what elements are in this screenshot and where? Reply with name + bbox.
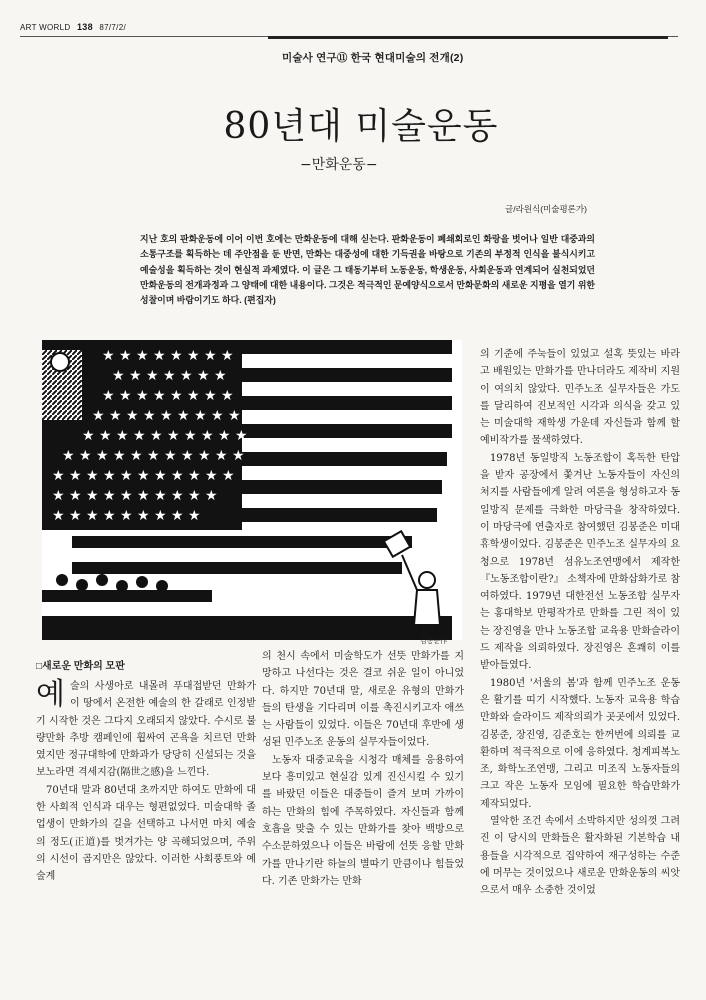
paragraph: 예술의 사생아로 내몰려 푸대접받던 만화가 이 땅에서 온전한 예술의 한 갈래로 인정받기 시작한 것은 그다지 오래되지 않았다. 수시로 불량만화 추방 캠페인에 휩싸여 곤욕을 치르던 만화였지만 정규대학에 만화과가 당당히 신설되는 것을 보노라면 격세지감(隔世之感)을 느낀다.	[36, 677, 256, 779]
paragraph: 1978년 동일방직 노동조합이 혹독한 탄압을 받자 공장에서 쫓겨난 노동자들이 자신의 처지를 사람들에게 알려 여론을 형성하고자 동일방직 문제를 극화한 마당극을 창작하였다. 이 마당극에 연출자로 참여했던 김봉준은 미대 휴학생이었다. 김봉준은 민주노조 실무자의 요청으로 1978년 섬유노조연맹에서 제작한 『노동조합이란?』 소책자에 만화삽화가로 참여하였다. 1979년 대한전선 노동조합 실무자는 홍대학보 만평작가로 만화를 그린 적이 있는 장진영을 만나 노동조합 교육용 만화슬라이드 제작을 의뢰하였다. 장진영은 흔쾌히 이를 받아들였다.	[480, 452, 680, 672]
svg-text:★ ★ ★ ★ ★ ★ ★ ★ ★ ★: ★ ★ ★ ★ ★ ★ ★ ★ ★ ★	[52, 488, 218, 504]
body-column-2	[262, 648, 464, 890]
body-column-1	[36, 678, 256, 886]
issue-code: 87/7/2/	[99, 23, 126, 32]
svg-text:★ ★ ★ ★ ★ ★ ★ ★ ★ ★ ★: ★ ★ ★ ★ ★ ★ ★ ★ ★ ★ ★	[62, 448, 245, 464]
svg-text:★ ★ ★ ★ ★ ★ ★ ★: ★ ★ ★ ★ ★ ★ ★ ★	[102, 388, 234, 404]
flag-woodcut-illustration	[42, 340, 462, 640]
paragraph: 열악한 조건 속에서 소박하지만 성의껏 그려진 이 당시의 만화들은 활자화된 기본학습 내용들을 시각적으로 집약하여 재구성하는 수준에 머무는 것이었으나 새로운 만화운동의 씨앗으로서 매우 소중한 것이었	[480, 816, 680, 897]
running-header	[20, 22, 126, 32]
paragraph: 노동자 대중교육을 시청각 매체를 응용하여 보다 흥미있고 현실감 있게 진신시킬 수 있기를 바랐던 이들은 대중들이 즐겨 보며 가까이 하는 만화의 힘에 주목하였다. 자신들과 함께 호흡을 맞출 수 있는 만화가를 찾아 백방으로 수소문하였으나 이들은 바람에 선뜻 응할 만화가를 만나기란 하늘의 별따기 만큼이나 힘들었다. 기존 만화가는 만화	[262, 754, 464, 887]
svg-text:★ ★ ★ ★ ★ ★ ★ ★ ★ ★: ★ ★ ★ ★ ★ ★ ★ ★ ★ ★	[82, 428, 248, 444]
paragraph: 70년대 말과 80년대 초까지만 하여도 만화에 대한 사회적 인식과 대우는 형편없었다. 미술대학 졸업생이 만화가의 길을 선택하고 나서면 마치 예술의 정도(正道)를 벗겨가는 양 곡해되었으며, 주위의 시선이 곱지만은 않았다. 이러한 사회풍토와 예술계	[36, 784, 256, 883]
svg-text:★ ★ ★ ★ ★ ★ ★: ★ ★ ★ ★ ★ ★ ★	[112, 368, 227, 384]
byline: 글/라원식(미술평론가)	[505, 204, 587, 214]
svg-text:★ ★ ★ ★ ★ ★ ★ ★: ★ ★ ★ ★ ★ ★ ★ ★	[102, 348, 234, 364]
drop-cap: 예	[36, 677, 65, 712]
series-bar	[268, 36, 668, 39]
section-heading: □새로운 만화의 모판	[36, 661, 125, 672]
svg-text:★ ★ ★ ★ ★ ★ ★ ★ ★: ★ ★ ★ ★ ★ ★ ★ ★ ★	[92, 408, 241, 424]
svg-text:★ ★ ★ ★ ★ ★ ★ ★ ★: ★ ★ ★ ★ ★ ★ ★ ★ ★	[52, 508, 201, 524]
series-title: 미술사 연구⑪ 한국 현대미술의 전개(2)	[282, 52, 464, 64]
paragraph: 의 기준에 주눅들이 있었고 설혹 뜻있는 바라 고 배원있는 만화가를 만나더라도 제작비 지원이 여의치 않았다. 민주노조 실무자들은 가도를 달리하여 진보적인 시각과 의식을 갖고 있는 미술대학 재학생 가운데 자신들과 함께 할 예비작가를 물색하였다.	[480, 349, 680, 447]
magazine-name: ART WORLD	[20, 23, 71, 32]
article-subtitle: −만화운동−	[300, 157, 378, 173]
page-number: 138	[76, 22, 93, 32]
editor-intro: 지난 호의 판화운동에 이어 이번 호에는 만화운동에 대해 싣는다. 판화운동이 폐쇄회로인 화랑을 벗어나 일반 대중과의 소통구조를 획득하는 데 주안점을 둔 반면, 만화는 대중성에 대한 기득권을 바탕으로 기존의 부정적 인식을 불식시키고 예술성을 획득하는 것이 현실적 과제였다. 이 글은 그 태동기부터 노동운동, 학생운동, 사회운동과 연계되어 실천되었던 만화운동의 전개과정과 그 양태에 대한 내용이다. 그것은 적극적인 문예양식으로서 만화문화의 새로운 지평을 열기 위한 성찰이며 바람이기도 하다. (편집자)	[140, 234, 595, 306]
body-column-3	[480, 346, 680, 900]
figure-caption: 김봉준作	[420, 637, 448, 645]
paragraph: 의 천시 속에서 미술학도가 선뜻 만화가를 지망하고 나선다는 것은 결코 쉬운 일이 아니었다. 하지만 70년대 말, 새로운 유형의 만화가들의 탄생을 기다리며 이를 촉진시키고자 애쓰는 사람들이 있었다. 이들은 70년대 후반에 생성된 민주노조 운동의 실무자들이었다.	[262, 651, 464, 749]
paragraph: 1980년 '서울의 봄'과 함께 민주노조 운동은 활기를 띠기 시작했다. 노동자 교육용 학습만화와 슬라이드 제작의뢰가 곳곳에서 있었다. 김봉준, 장진영, 김준호는 한꺼번에 의뢰를 교환하며 적극적으로 이에 응하였다. 청계피복노조, 화학노조연맹, 그리고 미조직 노동자들의 크고 작은 노동자 모임에 필요한 학습만화가 제작되었다.	[480, 677, 680, 810]
article-title: 80년대 미술운동	[223, 106, 499, 147]
svg-text:★ ★ ★ ★ ★ ★ ★ ★ ★ ★ ★: ★ ★ ★ ★ ★ ★ ★ ★ ★ ★ ★	[52, 468, 235, 484]
